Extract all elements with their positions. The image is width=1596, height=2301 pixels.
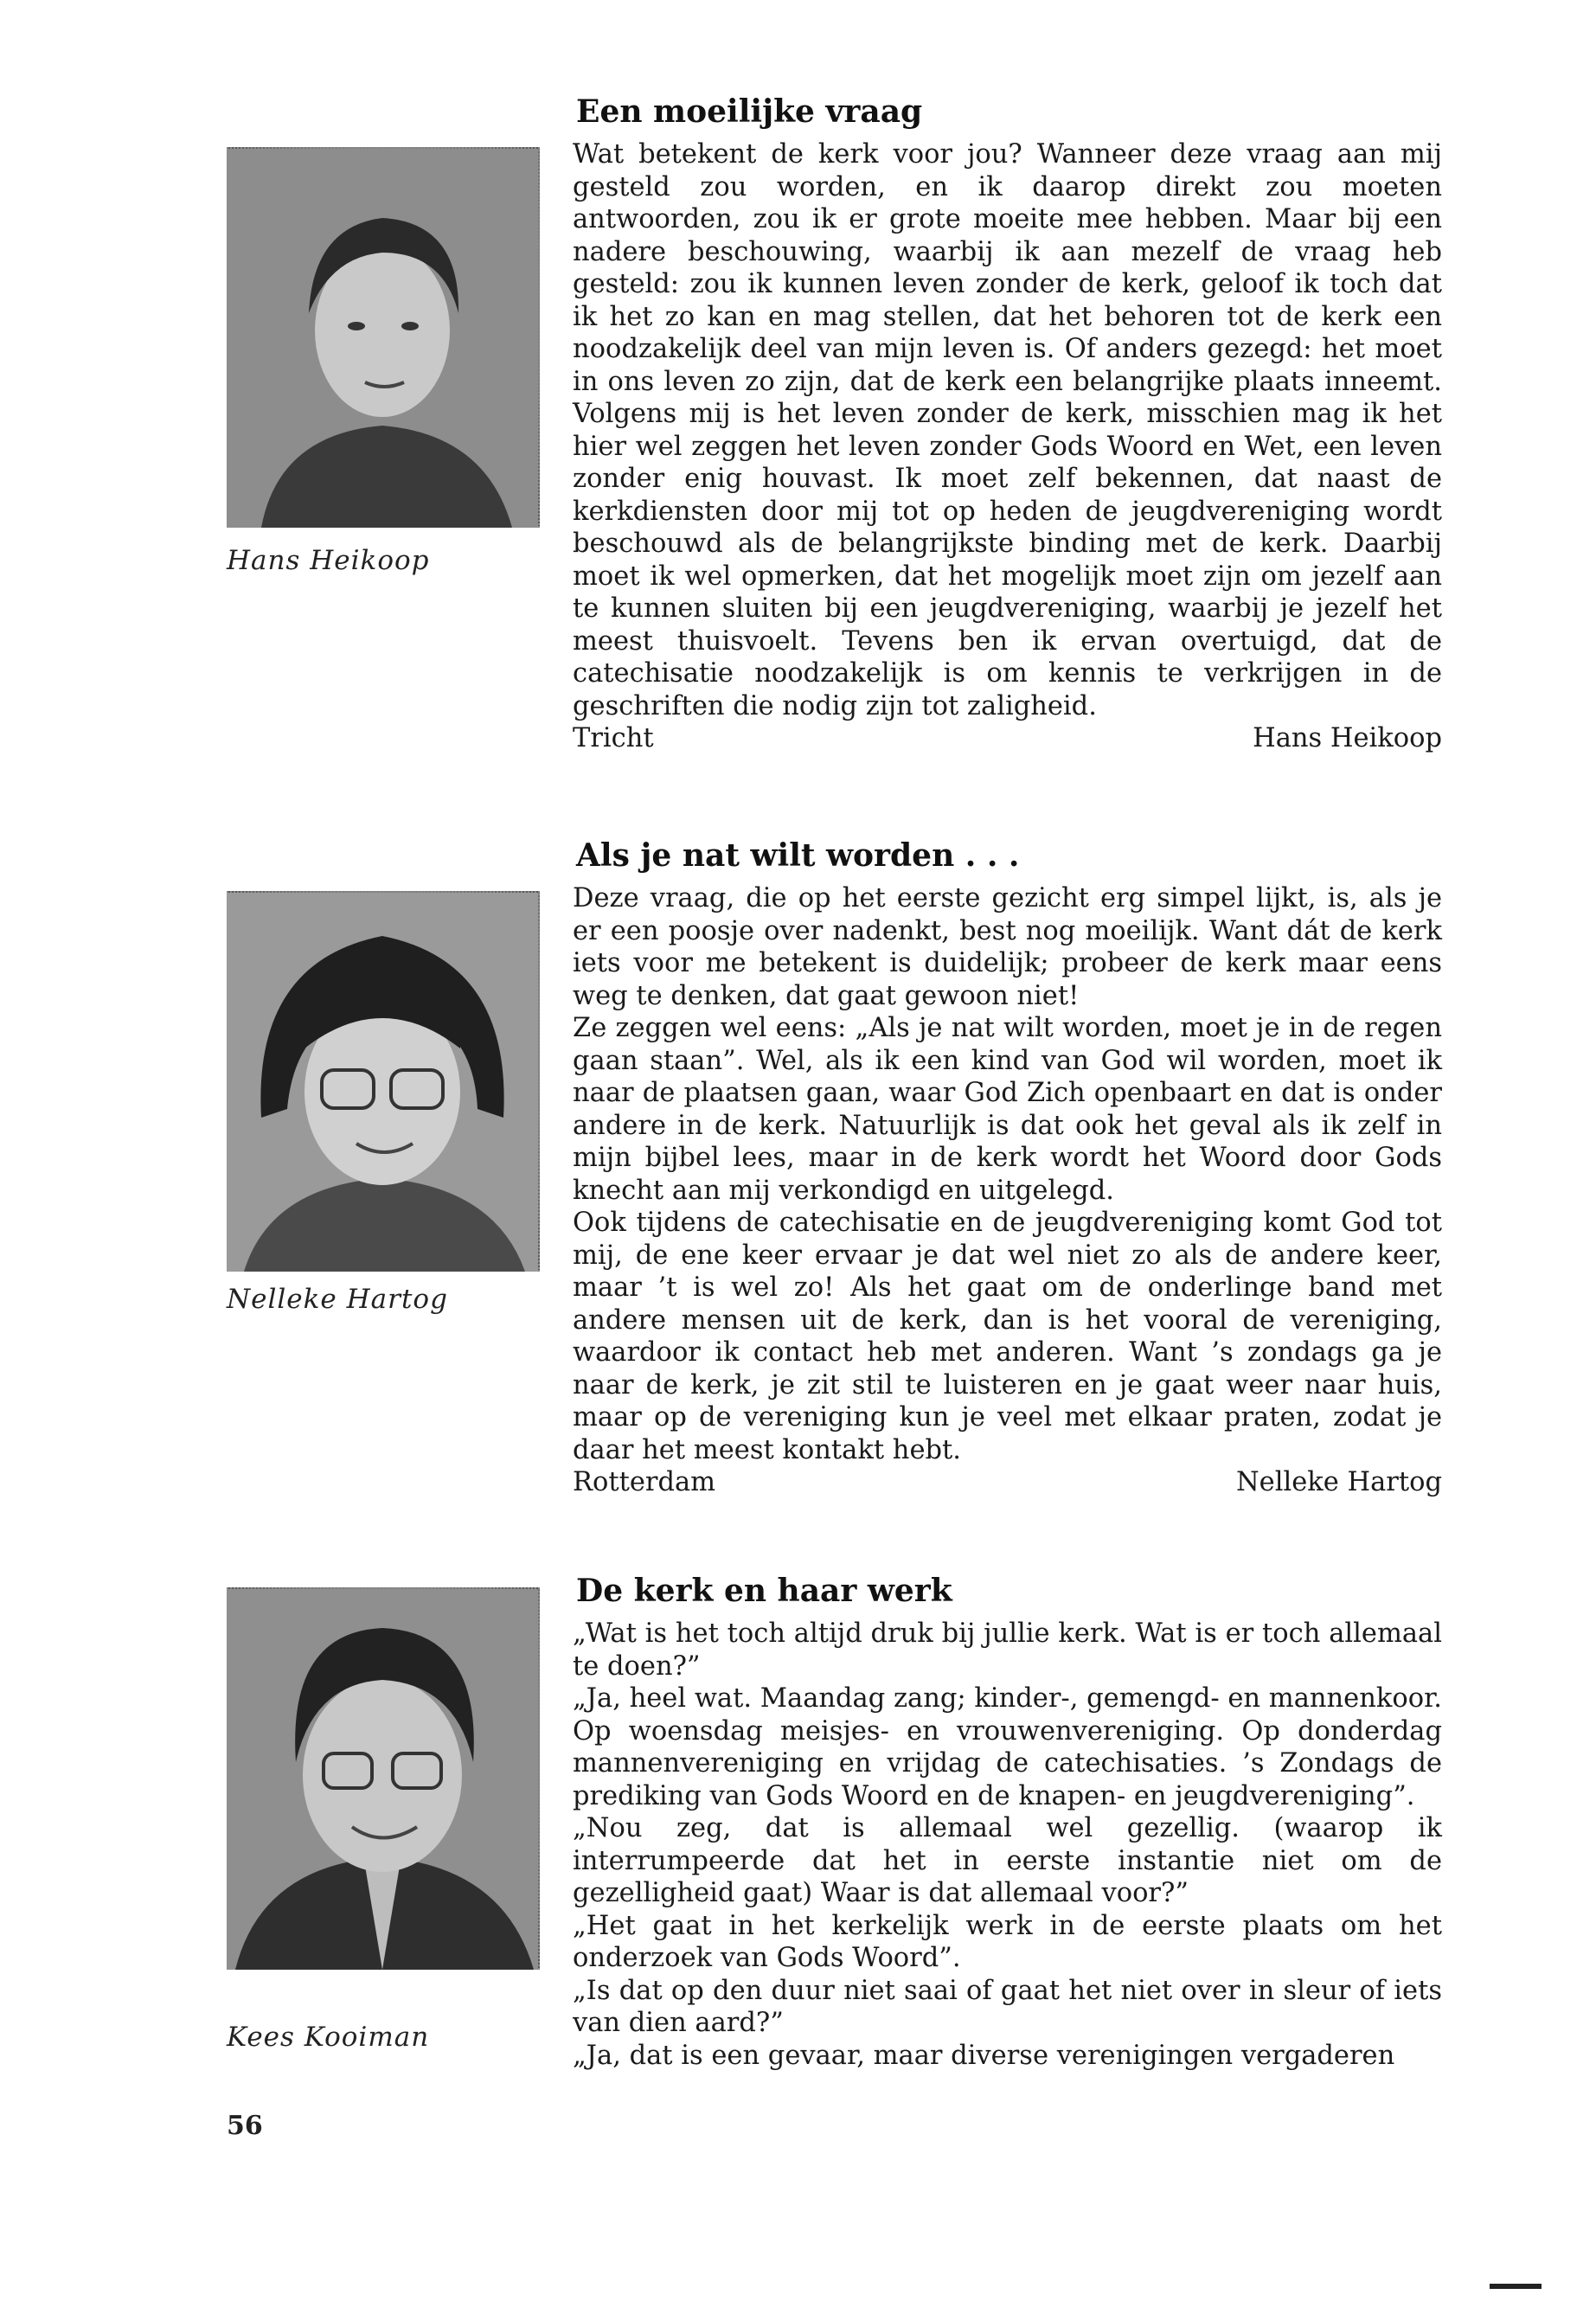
article-paragraph: „Ja, dat is een gevaar, maar diverse verenigingen vergaderen	[573, 2040, 1395, 2071]
article-paragraph: „Nou zeg, dat is allemaal wel gezellig. (waarop ik interrumpeerde dat het in eerste instantie niet om de gezelligheid gaat) Waar is dat allemaal voor?”	[573, 1813, 1442, 1908]
signature-place: Tricht	[573, 723, 654, 753]
signature-author: Nelleke Hartog	[1235, 1467, 1442, 1497]
signature-line	[573, 722, 1442, 755]
article-heading: De kerk en haar werk	[576, 1573, 952, 1609]
article-als-je-nat-wilt-worden	[573, 837, 1442, 1499]
article-paragraph: Ook tijdens de catechisatie en de jeugdvereniging komt God tot mij, de ene keer ervaar je dat wel niet zo als de andere keer, maar ’t is wel zo! Als het gaat om de onderlinge band met andere mensen uit de kerk, dan is het vooral de vereniging, waardoor ik contact heb met anderen. Want ’s zondags ga je naar de kerk, je zit stil te luisteren en je gaat weer naar huis, maar op de vereniging kun je veel met elkaar praten, zodat je daar het meest kontakt hebt.	[573, 1208, 1442, 1465]
article-paragraph: „Ja, heel wat. Maandag zang; kinder-, gemengd- en mannenkoor. Op woensdag meisjes- en vrouwenvereniging. Op donderdag mannenvereniging en vrijdag de catechisaties. ’s Zondags de prediking van Gods Woord en de knapen- en jeugdvereniging”.	[573, 1683, 1442, 1811]
article-paragraph: „Wat is het toch altijd druk bij jullie kerk. Wat is er toch allemaal te doen?”	[573, 1618, 1442, 1682]
portrait-nelleke-image	[227, 893, 538, 1272]
caption-kees: Kees Kooiman	[227, 2022, 430, 2053]
portrait-photo-kees	[227, 1587, 540, 1970]
article-heading: Als je nat wilt worden . . .	[576, 837, 1020, 874]
caption-nelleke: Nelleke Hartog	[227, 1284, 448, 1315]
portrait-hans-image	[227, 149, 538, 528]
article-de-kerk-en-haar-werk	[573, 1573, 1442, 2072]
portrait-photo-nelleke	[227, 891, 540, 1272]
article-heading: Een moeilijke vraag	[576, 93, 923, 130]
signature-line	[573, 1466, 1442, 1499]
page-number: 56	[227, 2111, 263, 2141]
scan-edge-mark	[1490, 2284, 1542, 2289]
article-een-moeilijke-vraag	[573, 93, 1442, 755]
portrait-photo-hans	[227, 147, 540, 528]
article-paragraph: Ze zeggen wel eens: „Als je nat wilt worden, moet je in de regen gaan staan”. Wel, als ik een kind van God wil worden, moet ik naar de plaatsen gaan, waar God Zich openbaart en dat is onder andere in de kerk. Natuurlijk is dat ook het geval als ik zelf in mijn bijbel lees, maar in de kerk wordt het Woord door Gods knecht aan mij verkondigd en uitgelegd.	[573, 1013, 1442, 1206]
portrait-kees-image	[227, 1589, 538, 1970]
article-paragraph: „Is dat op den duur niet saai of gaat het niet over in sleur of iets van dien aard?”	[573, 1975, 1442, 2038]
signature-author: Hans Heikoop	[1253, 723, 1442, 753]
article-paragraph: Deze vraag, die op het eerste gezicht erg simpel lijkt, is, als je er een poosje over nadenkt, best nog moeilijk. Want dát de kerk iets voor me betekent is duidelijk; probeer de kerk maar eens weg te denken, dat gaat gewoon niet!	[573, 883, 1442, 1011]
article-paragraph: Wat betekent de kerk voor jou? Wanneer deze vraag aan mij gesteld zou worden, en ik daarop direkt zou moeten antwoorden, zou ik er grote moeite mee hebben. Maar bij een nadere beschouwing, waarbij ik aan mezelf de vraag heb gesteld: zou ik kunnen leven zonder de kerk, geloof ik toch dat ik het zo kan en mag stellen, dat het behoren tot de kerk een noodzakelijk deel van mijn leven is. Of anders gezegd: het moet in ons leven zo zijn, dat de kerk een belangrijke plaats inneemt. Volgens mij is het leven zonder de kerk, misschien mag ik het hier wel zeggen het leven zonder Gods Woord en Wet, een leven zonder enig houvast. Ik moet zelf bekennen, dat naast de kerkdiensten door mij tot op heden de jeugdvereniging wordt beschouwd als de belangrijkste binding met de kerk. Daarbij moet ik wel opmerken, dat het mogelijk moet zijn om jezelf aan te kunnen sluiten bij een jeugdvereniging, waarbij je jezelf het meest thuisvoelt. Tevens ben ik ervan overtuigd, dat de catechisatie noodzakelijk is om kennis te verkrijgen in de geschriften die nodig zijn tot zaligheid.	[573, 139, 1442, 721]
signature-place: Rotterdam	[573, 1467, 716, 1497]
caption-hans: Hans Heikoop	[227, 545, 430, 576]
article-paragraph: „Het gaat in het kerkelijk werk in de eerste plaats om het onderzoek van Gods Woord”.	[573, 1910, 1442, 1973]
